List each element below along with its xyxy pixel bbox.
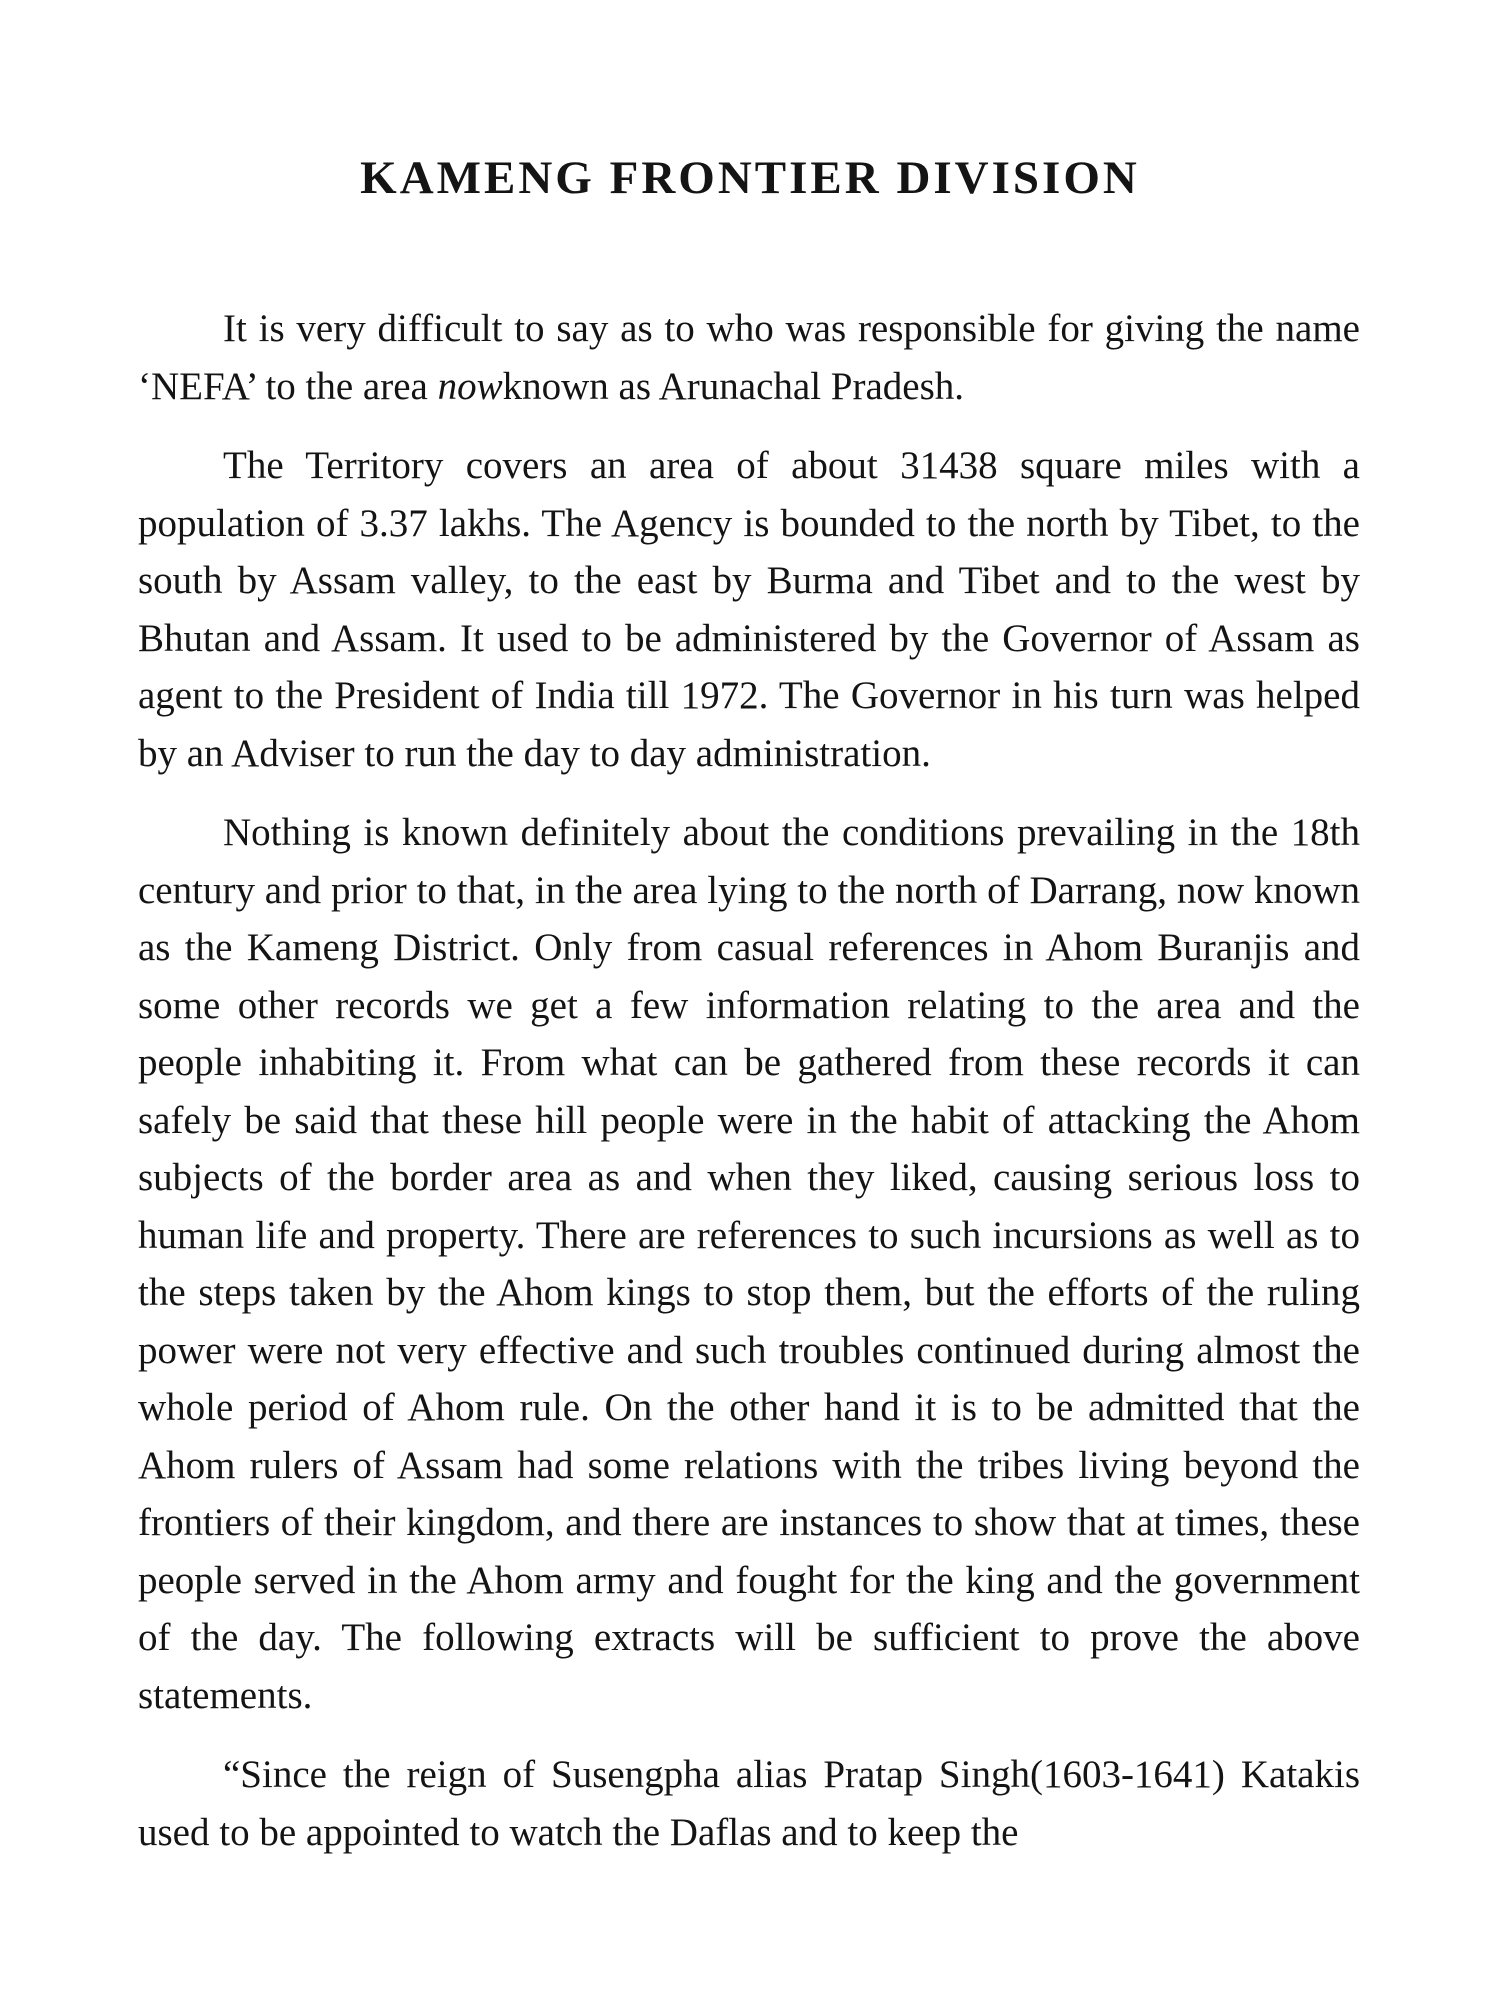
page-title: KAMENG FRONTIER DIVISION bbox=[360, 152, 1140, 204]
paragraph-1-text-start: It is very difficult to say as to who was responsible for giving the name ‘NEFA’ to the area bbox=[138, 307, 1360, 408]
document-body bbox=[138, 300, 1360, 1883]
paragraph-1-emphasis: now bbox=[437, 364, 503, 408]
paragraph-3: Nothing is known definitely about the conditions prevailing in the 18th century and prior to that, in the area lying to the north of Darrang, now known as the Kameng District. Only from casual references in Ahom Buranjis and some other records we get a few information relating to the area and the people inhabiting it. From what can be gathered from these records it can safely be said that these hill people were in the habit of attacking the Ahom subjects of the border area as and when they liked, causing serious loss to human life and property. There are references to such incursions as well as to the steps taken by the Ahom kings to stop them, but the efforts of the ruling power were not very effective and such troubles continued during almost the whole period of Ahom rule. On the other hand it is to be admitted that the Ahom rulers of Assam had some relations with the tribes living beyond the frontiers of their kingdom, and there are instances to show that at times, these people served in the Ahom army and fought for the king and the government of the day. The following extracts will be sufficient to prove the above statements. bbox=[138, 811, 1360, 1717]
paragraph-2: The Territory covers an area of about 31438 square miles with a population of 3.37 lakhs. The Agency is bounded to the north by Tibet, to the south by Assam valley, to the east by Burma and Tibet and to the west by Bhutan and Assam. It used to be administered by the Governor of Assam as agent to the President of India till 1972. The Governor in his turn was helped by an Adviser to run the day to day administration. bbox=[138, 444, 1360, 775]
paragraph-4: “Since the reign of Susengpha alias Pratap Singh(1603-1641) Katakis used to be appointed to watch the Daflas and to keep the bbox=[138, 1753, 1360, 1854]
paragraph-1-text-end: known as Arunachal Pradesh. bbox=[502, 364, 965, 408]
paragraph-1 bbox=[138, 300, 1360, 415]
